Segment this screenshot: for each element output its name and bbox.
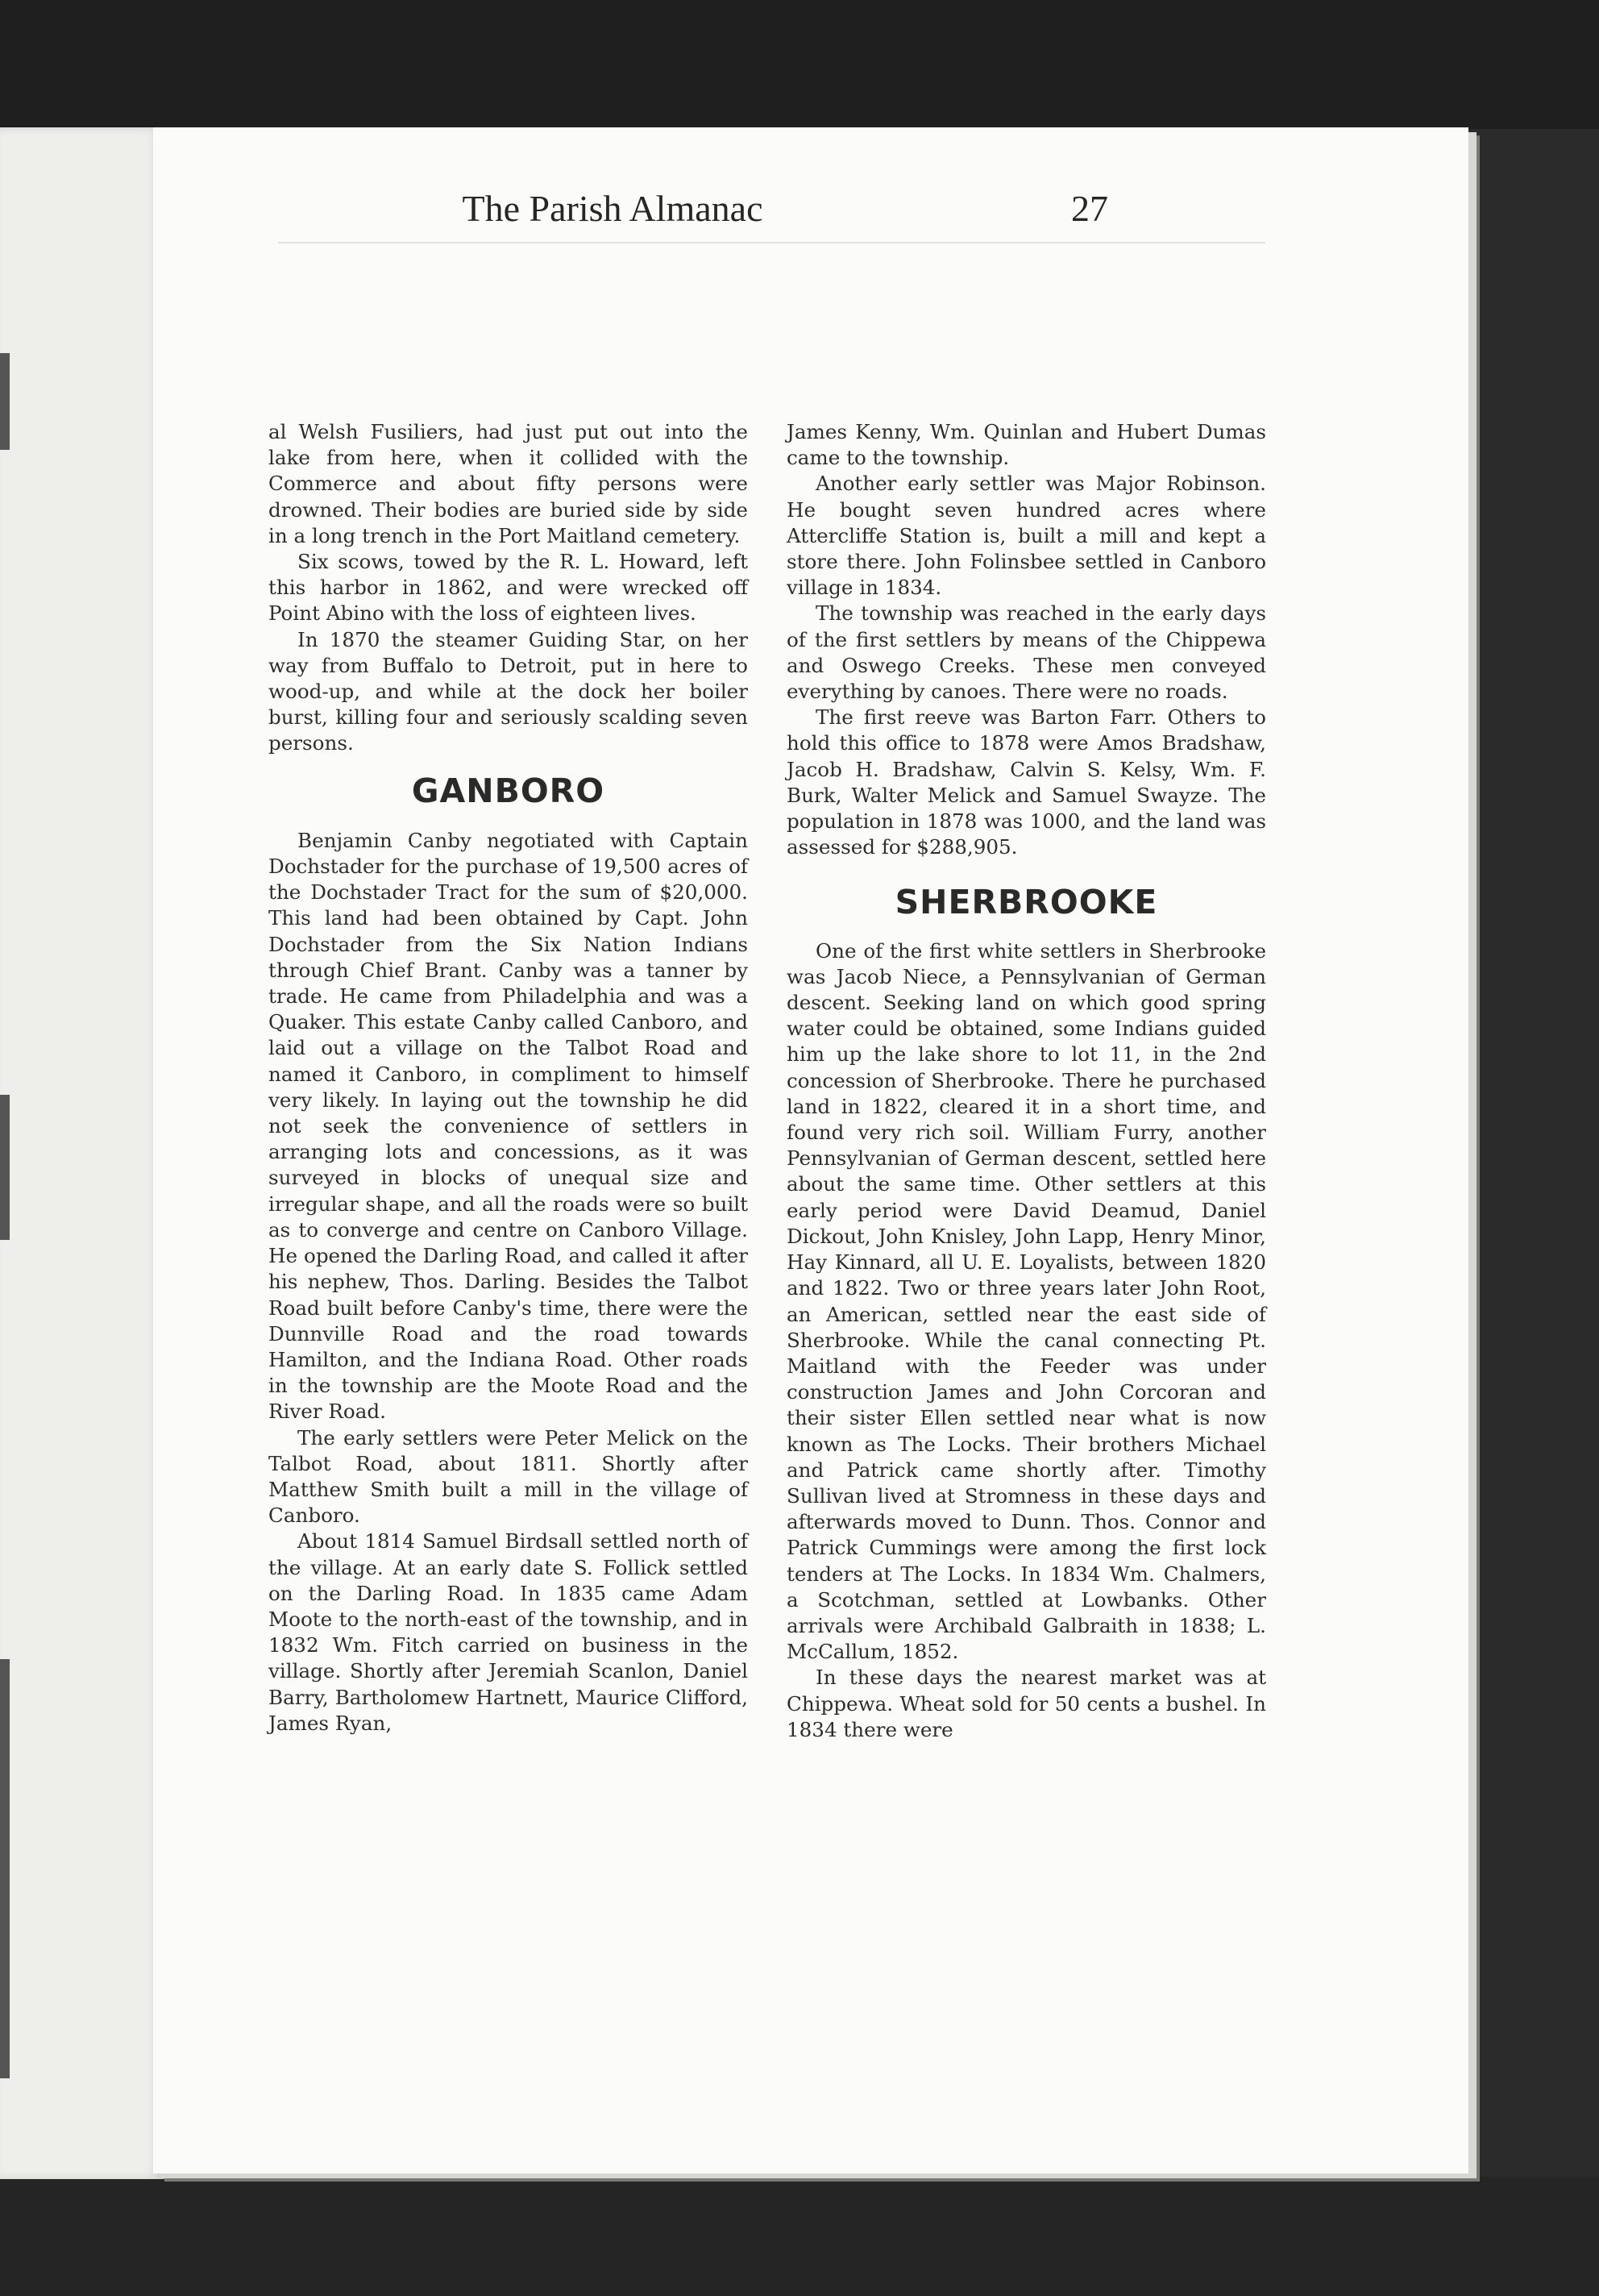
paragraph: James Kenny, Wm. Quinlan and Hubert Dumas came to the township. (787, 420, 1266, 470)
paragraph: The township was reached in the early days of the first settlers by means of the Chippewa and Oswego Creeks. These men conveyed everything by canoes. There were no roads. (787, 601, 1266, 704)
scan-background-top (0, 0, 1599, 129)
right-text-column (787, 419, 1266, 1743)
section-heading-canboro: GANBORO (411, 771, 605, 810)
paragraph: In these days the nearest market was at Chippewa. Wheat sold for 50 cents a bushel. In 1834 there were (787, 1666, 1266, 1741)
page-edge-mark (0, 1095, 10, 1240)
left-text-column (268, 419, 748, 1737)
paragraph: About 1814 Samuel Birdsall settled north of the village. At an early date S. Follick settled on the Darling Road. In 1835 came Adam Moote to the north-east of the township, and in 1832 Wm. Fitch carried on business in the village. Shortly after Jeremiah Scanlon, Daniel Barry, Bartholomew Hartnett, Maurice Clifford, James Ryan, (268, 1529, 748, 1735)
paragraph: Benjamin Canby negotiated with Captain Dochstader for the purchase of 19,500 acres of the Dochstader Tract for the sum of $20,000. This land had been obtained by Capt. John Dochstader from the Six Nation Indians through Chief Brant. Canby was a tanner by trade. He came from Philadelphia and was a Quaker. This estate Canby called Canboro, and laid out a village on the Talbot Road and named it Canboro, in compliment to himself very likely. In laying out the township he did not seek the convenience of settlers in arranging lots and concessions, as it was surveyed in blocks of unequal size and irregular shape, and all the roads were so built as to converge and centre on Canboro Village. He opened the Darling Road, and called it after his nephew, Thos. Darling. Besides the Talbot Road built before Canby's time, there were the Dunnville Road and the road towards Hamilton, and the Indiana Road. Other roads in the township are the Moote Road and the River Road. (268, 828, 748, 1424)
scan-background-bottom (0, 2177, 1599, 2296)
page-number: 27 (1071, 188, 1108, 229)
page-edge-mark (0, 1659, 10, 2078)
paragraph: Six scows, towed by the R. L. Howard, left this harbor in 1862, and were wrecked off Point Abino with the loss of eighteen lives. (268, 550, 748, 626)
paragraph: Another early settler was Major Robinson. He bought seven hundred acres where Attercliffe Station is, built a mill and kept a store there. John Folinsbee settled in Canboro village in 1834. (787, 472, 1266, 600)
page-edge-mark (0, 353, 10, 450)
paragraph: The first reeve was Barton Farr. Others to hold this office to 1878 were Amos Bradshaw, Jacob H. Bradshaw, Calvin S. Kelsy, Wm. F. Burk, Walter Melick and Samuel Swayze. The population in 1878 was 1000, and the land was assessed for $288,905. (787, 705, 1266, 859)
paragraph: al Welsh Fusiliers, had just put out into the lake from here, when it collided with the Commerce and about fifty persons were drowned. Their bodies are buried side by side in a long trench in the Port Maitland cemetery. (268, 420, 748, 547)
adjacent-page-edge (0, 127, 169, 2179)
section-heading-sherbrooke: SHERBROOKE (895, 883, 1158, 922)
paragraph: One of the first white settlers in Sherbrooke was Jacob Niece, a Pennsylvanian of German descent. Seeking land on which good spring water could be obtained, some Indians guided him up the lake shore to lot 11, in the 2nd concession of Sherbrooke. There he purchased land in 1822, cleared it in a short time, and found very rich soil. William Furry, another Pennsylvanian of German descent, settled here about the same time. Other settlers at this early period were David Deamud, Daniel Dickout, John Knisley, John Lapp, Henry Minor, Hay Kinnard, all U. E. Loyalists, between 1820 and 1822. Two or three years later John Root, an American, settled near the east side of Sherbrooke. While the canal connecting Pt. Maitland with the Feeder was under construction James and John Corcoran and their sister Ellen settled near what is now known as The Locks. Their brothers Michael and Patrick came shortly after. Timothy Sullivan lived at Stromness in these days and afterwards moved to Dunn. Thos. Connor and Patrick Cummings were among the first lock tenders at The Locks. In 1834 Wm. Chalmers, a Scotchman, settled at Lowbanks. Other arrivals were Archibald Galbraith in 1838; L. McCallum, 1852. (787, 938, 1266, 1664)
paragraph: The early settlers were Peter Melick on the Talbot Road, about 1811. Shortly after Matthew Smith built a mill in the village of Canboro. (268, 1425, 748, 1528)
paragraph: In 1870 the steamer Guiding Star, on her way from Buffalo to Detroit, put in here to wood-up, and while at the dock her boiler burst, killing four and seriously scalding seven persons. (268, 627, 748, 755)
running-header-title: The Parish Almanac (462, 188, 763, 229)
header-rule (278, 242, 1265, 243)
